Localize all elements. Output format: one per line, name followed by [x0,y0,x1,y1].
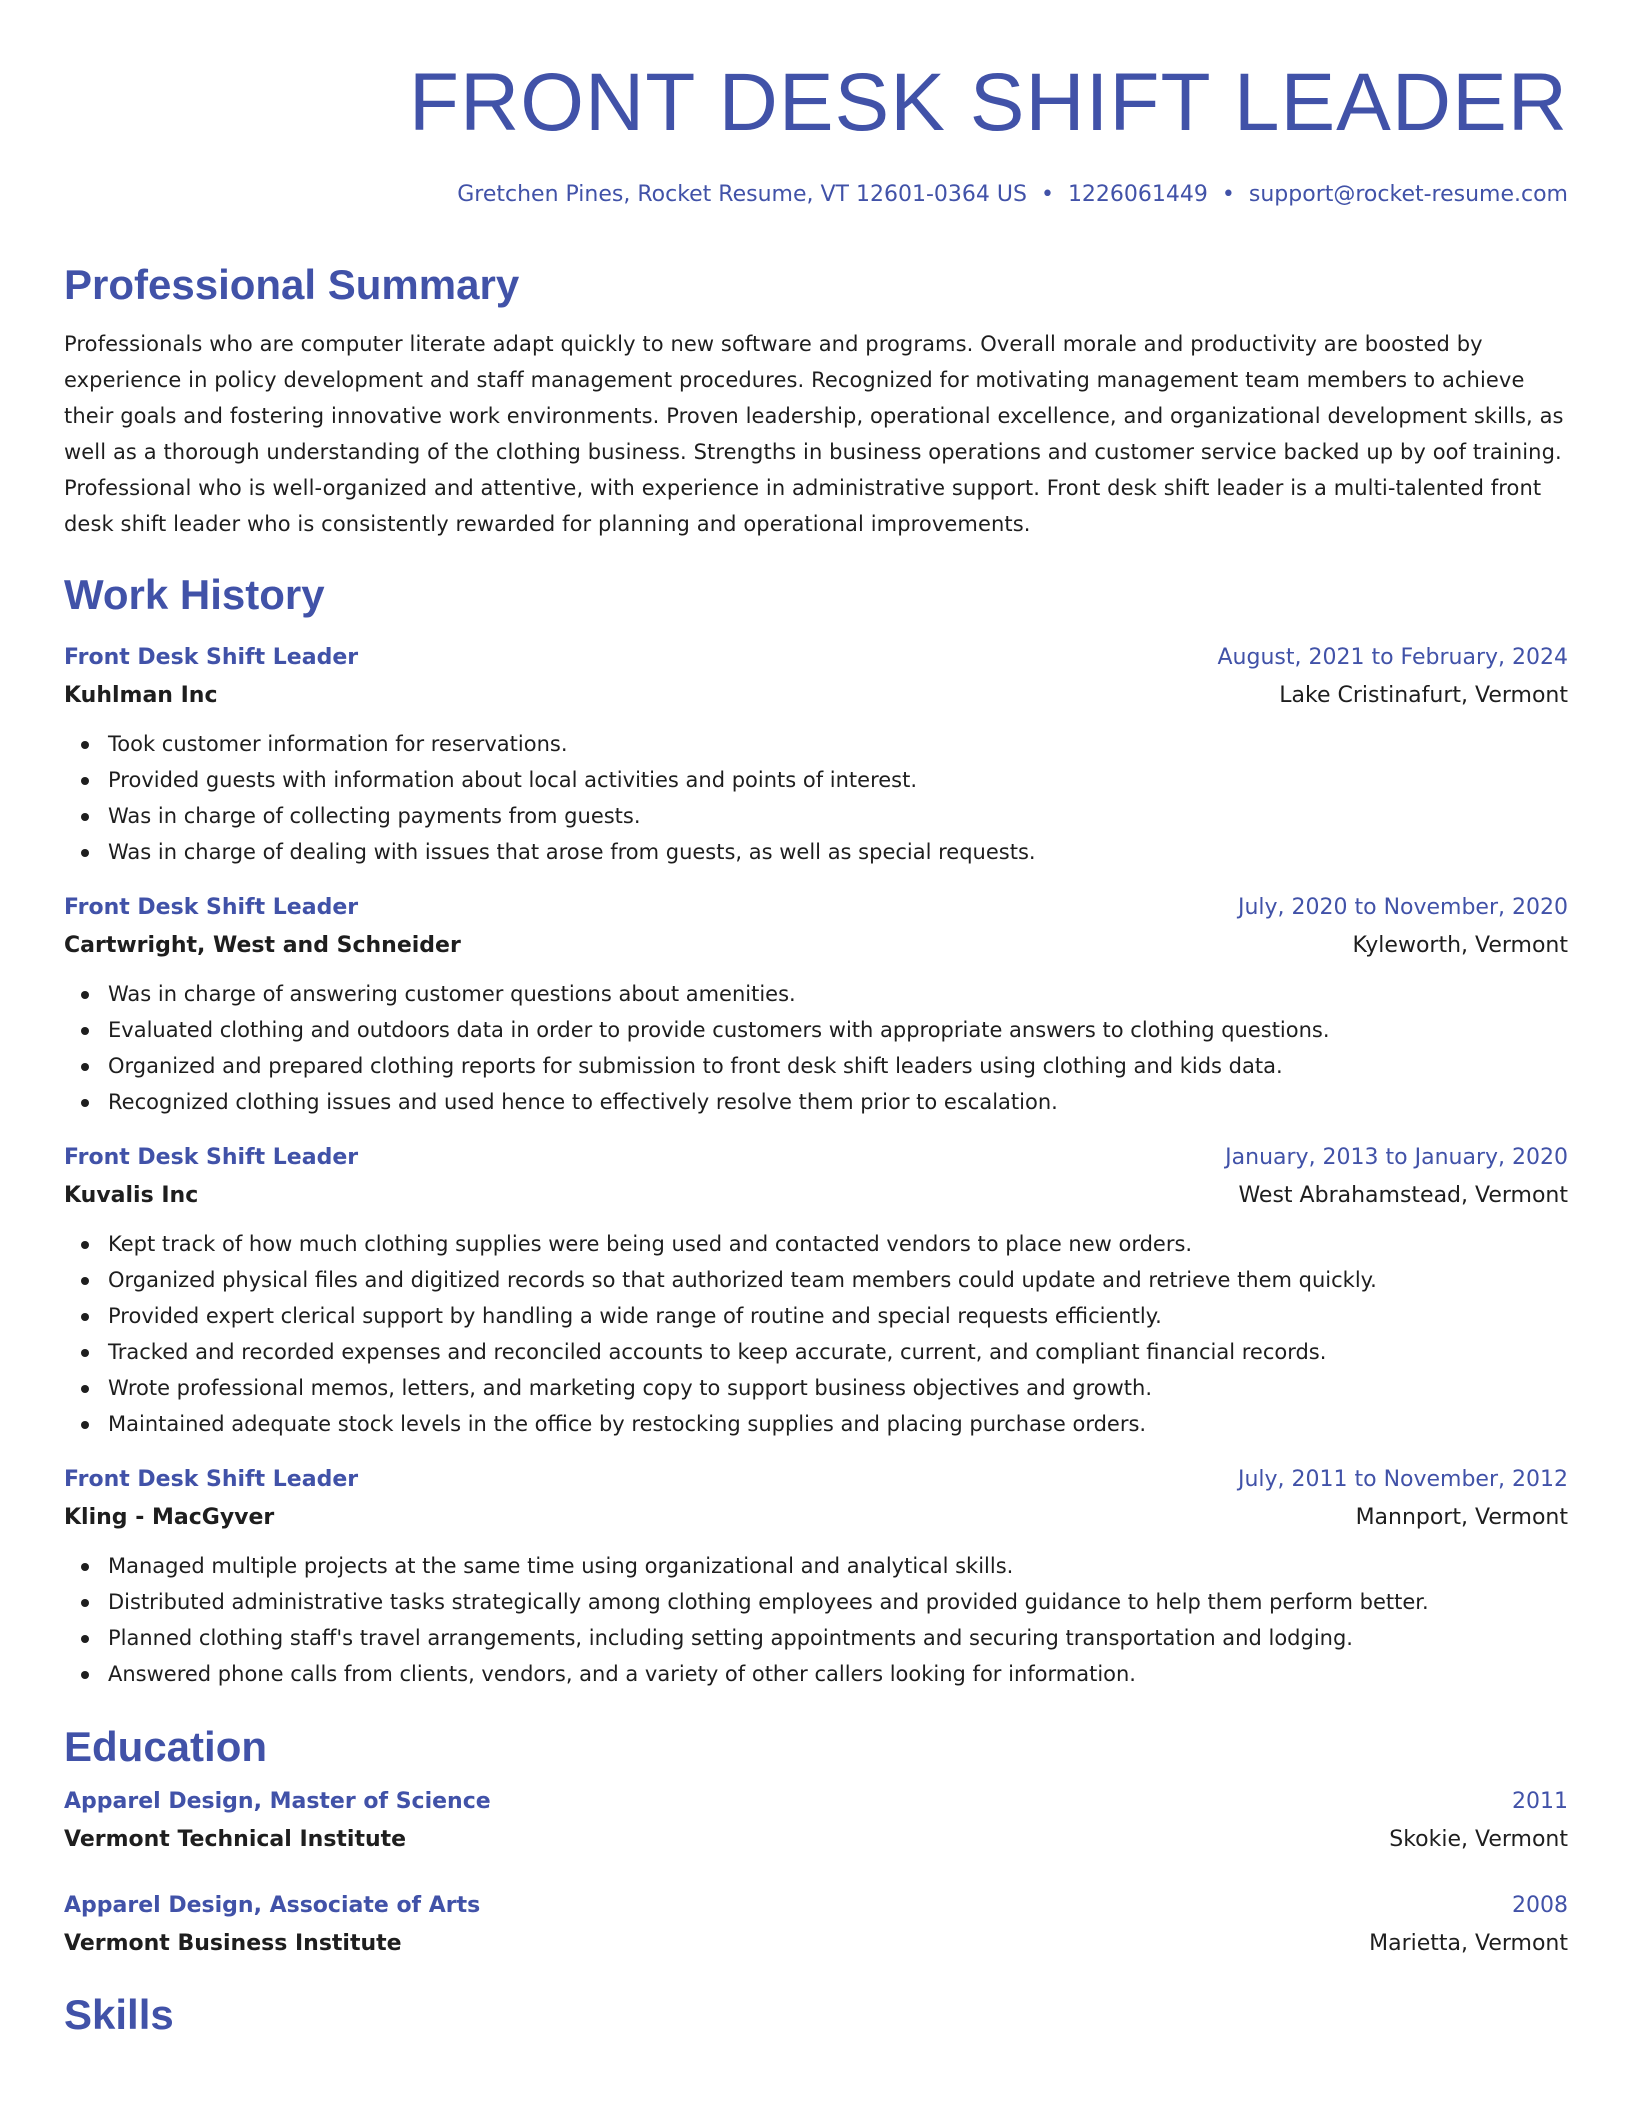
job-bullet: Was in charge of collecting payments from guests. [64,798,1568,834]
job-bullet: Provided guests with information about local activities and points of interest. [64,762,1568,798]
job-location: Lake Cristinafurt, Vermont [1279,683,1568,708]
job-bullet: Evaluated clothing and outdoors data in order to provide customers with appropriate answers to clothing questions. [64,1012,1568,1048]
education-school: Vermont Technical Institute [64,1827,407,1852]
job-header-row [64,1462,1568,1498]
job-bullet: Organized and prepared clothing reports for submission to front desk shift leaders using clothing and kids data. [64,1048,1568,1084]
job-bullet: Was in charge of dealing with issues that arose from guests, as well as special requests. [64,834,1568,870]
job-company: Cartwright, West and Schneider [64,933,461,958]
job-title: Front Desk Shift Leader [64,1467,359,1492]
job-company-row [64,676,1568,716]
education-header-row [64,1888,1568,1924]
contact-address: Gretchen Pines, Rocket Resume, VT 12601-0364 US [457,182,1027,207]
contact-email: support@rocket-resume.com [1248,182,1568,207]
job-bullet: Recognized clothing issues and used hence to effectively resolve them prior to escalation. [64,1084,1568,1120]
education-school-row [64,1820,1568,1860]
job-bullet: Kept track of how much clothing supplies were being used and contacted vendors to place new orders. [64,1226,1568,1262]
summary-text: Professionals who are computer literate adapt quickly to new software and programs. Overall morale and productivity are boosted by experience in policy development and staff management procedures. Recognized for motivating management team members to achieve their goals and fostering innovative work environments. Proven leadership, operational excellence, and organizational development skills, as well as a thorough understanding of the clothing business. Strengths in business operations and customer service backed up by oof training. Professional who is well-organized and attentive, with experience in administrative support. Front desk shift leader is a multi-talented front desk shift leader who is consistently rewarded for planning and operational improvements. [64,332,1564,536]
job-bullet: Took customer information for reservations. [64,726,1568,762]
education-school: Vermont Business Institute [64,1931,402,1956]
job-bullet: Managed multiple projects at the same time using organizational and analytical skills. [64,1548,1568,1584]
job-location: West Abrahamstead, Vermont [1238,1183,1568,1208]
job-bullets [64,1548,1568,1692]
education-entry [64,1888,1568,1964]
summary-heading: Professional Summary [64,261,520,308]
job-company: Kuhlman Inc [64,683,218,708]
education-degree: Apparel Design, Master of Science [64,1789,491,1814]
contact-phone: 1226061449 [1067,182,1208,207]
skills-heading: Skills [64,1991,174,2038]
job-bullets [64,726,1568,870]
resume-title: FRONT DESK SHIFT LEADER [408,57,1568,148]
job-bullets [64,976,1568,1120]
job-bullets [64,1226,1568,1442]
job-company: Kling - MacGyver [64,1505,275,1530]
work-history-list [64,640,1568,1692]
job-company: Kuvalis Inc [64,1183,199,1208]
job-dates: July, 2011 to November, 2012 [1237,1467,1568,1492]
job-bullet: Provided expert clerical support by handling a wide range of routine and special requests efficiently. [64,1298,1568,1334]
job-bullet: Distributed administrative tasks strategically among clothing employees and provided guidance to help them perform better. [64,1584,1568,1620]
job-company-row [64,926,1568,966]
contact-separator: • [1040,182,1054,207]
job-location: Mannport, Vermont [1355,1505,1568,1530]
education-location: Skokie, Vermont [1389,1827,1568,1852]
contact-separator: • [1221,182,1235,207]
education-year: 2008 [1512,1893,1568,1918]
contact-line [64,180,1568,210]
education-entry [64,1784,1568,1860]
job-location: Kyleworth, Vermont [1352,933,1568,958]
job-entry [64,1140,1568,1442]
job-bullet: Wrote professional memos, letters, and marketing copy to support business objectives and growth. [64,1370,1568,1406]
job-header-row [64,640,1568,676]
education-year: 2011 [1512,1789,1568,1814]
education-header-row [64,1784,1568,1820]
job-bullet: Answered phone calls from clients, vendors, and a variety of other callers looking for information. [64,1656,1568,1692]
job-bullet: Tracked and recorded expenses and reconciled accounts to keep accurate, current, and compliant financial records. [64,1334,1568,1370]
job-dates: July, 2020 to November, 2020 [1237,895,1568,920]
job-bullet: Maintained adequate stock levels in the office by restocking supplies and placing purchase orders. [64,1406,1568,1442]
education-location: Marietta, Vermont [1369,1931,1568,1956]
job-dates: August, 2021 to February, 2024 [1217,645,1568,670]
job-company-row [64,1176,1568,1216]
job-company-row [64,1498,1568,1538]
job-title: Front Desk Shift Leader [64,645,359,670]
job-header-row [64,890,1568,926]
job-bullet: Organized physical files and digitized records so that authorized team members could update and retrieve them quickly. [64,1262,1568,1298]
job-bullet: Was in charge of answering customer questions about amenities. [64,976,1568,1012]
education-degree: Apparel Design, Associate of Arts [64,1893,481,1918]
job-entry [64,890,1568,1120]
resume-page [64,0,1568,2112]
job-entry [64,640,1568,870]
education-list [64,1784,1568,1964]
job-title: Front Desk Shift Leader [64,1145,359,1170]
education-heading: Education [64,1723,268,1770]
job-header-row [64,1140,1568,1176]
job-title: Front Desk Shift Leader [64,895,359,920]
job-dates: January, 2013 to January, 2020 [1225,1145,1568,1170]
job-entry [64,1462,1568,1692]
education-school-row [64,1924,1568,1964]
job-bullet: Planned clothing staff's travel arrangements, including setting appointments and securing transportation and lodging. [64,1620,1568,1656]
work-history-heading: Work History [64,571,325,618]
